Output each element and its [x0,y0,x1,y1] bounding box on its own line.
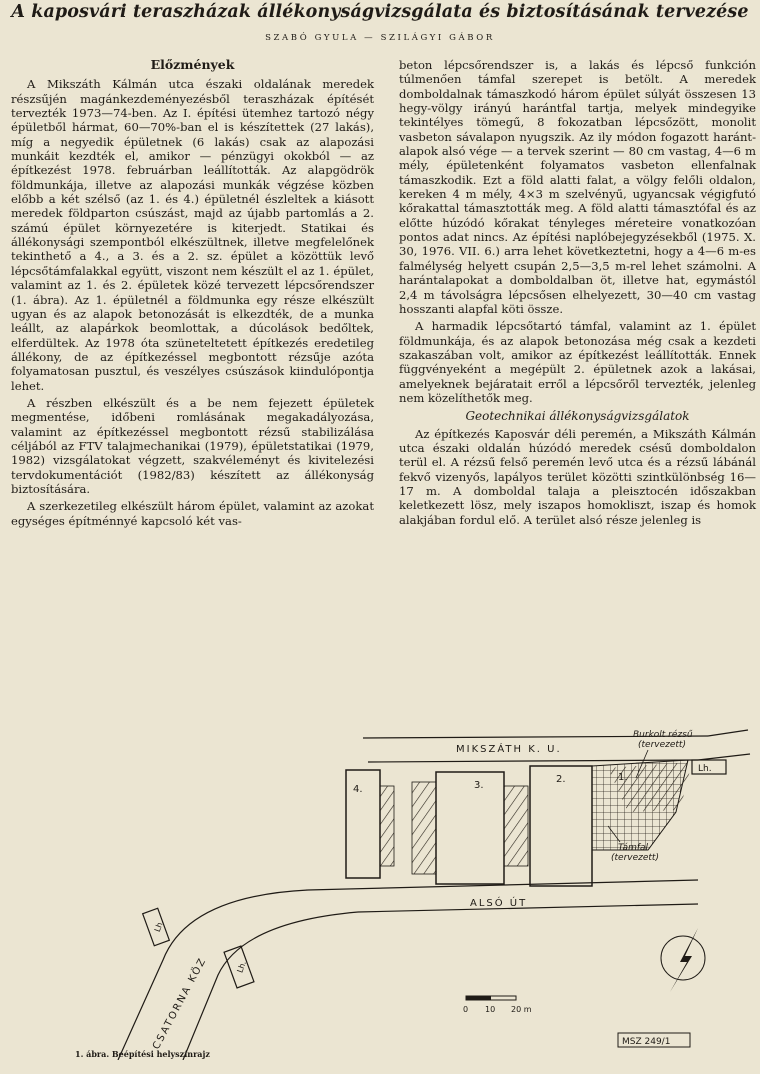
building-2 [530,766,592,886]
svg-text:(tervezett): (tervezett) [611,853,659,863]
building-number: 1. [618,772,628,783]
scale-bar [463,996,532,1014]
right-column [399,58,756,530]
svg-text:Lh.: Lh. [152,918,166,934]
building-number: 3. [474,780,484,791]
svg-text:(tervezett): (tervezett) [638,740,686,750]
street-csatorna-koz [118,890,358,1060]
article-title: A kaposvári teraszházak állékonyságvizsgálata és biztosításának tervezése [11,2,749,22]
paragraph: Az építkezés Kaposvár déli peremén, a Mikszáth Kálmán utca északi oldalán húzódó meredek csésű domboldalon terül el. A rézsű felső peremén levő utca és a rézsű lábánál fekvő vizenyős, lapályos terület közötti szintkülönbség 16—17 m. A domboldal talaja a pleisztocén időszakban keletkezett lösz, mely iszapos homokliszt, iszap és homok alakjában fordul elő. A terület alsó része jelenleg is [399,426,756,527]
svg-text:Lh.: Lh. [698,764,712,774]
svg-text:0: 0 [463,1005,469,1014]
paragraph: A harmadik lépcsőtartó támfal, valamint az 1. épület földmunkája, és az alapok betonozása még csak a kezdeti szakaszában volt, amikor az építkezést leállították. Ennek függvényeként a megépült 2. épületnek azok a lakásai, amelyeknek bejáratait erről a lépcsőről tervezték, jelenleg nem közelíthetők meg. [399,319,756,405]
svg-text:MSZ 249/1: MSZ 249/1 [622,1037,671,1047]
paragraph: A szerkezetileg elkészült három épület, valamint az azokat egységes építménnyé kapcsoló két vas- [11,499,374,528]
svg-text:Támfal: Támfal [618,843,649,853]
street-label-diag: CSATORNA KÖZ [150,955,209,1052]
street-also-ut [308,880,698,912]
building-3 [412,772,528,884]
svg-text:20 m: 20 m [511,1005,532,1014]
figure-caption: 1. ábra. Beépítési helyszínrajz [75,1049,210,1059]
authors: SZABÓ GYULA — SZILÁGYI GÁBOR [265,33,495,43]
paragraph: A Mikszáth Kálmán utca északi oldalának meredek részsűjén magánkezdeményezésből teraszházak építését tervezték 1973—74-ben. Az I. építési ütemhez tartozó négy épületből hármat, 60—70%-ban el is készítettek (27 lakás), míg a negyedik épületnek (6 lakás) csak az alapozási munkáit kezdték el, amikor — pénzügyi okokból — az építkezést 1978. februárban leállították. Az alapgödrök földmunkája, illetve az alapozási munkák végzése közben előbb a két szélső (az 1. és 4.) épületnél észleltek a kiásott meredek földparton csúszást, majd az újabb partomlás a 2. számú épület környezetére is kiterjedt. Statikai és állékonysági szempontból elkészültnek, illetve megfelelőnek tekinthető a 4., a 3. és a 2. sz. épület a közöttük levő lépcsőtámfalakkal együtt, viszont nem készült el az 1. épület, valamint az 1. és 2. épületek közé tervezett lépcsőrendszer (1. ábra). Az 1. épületnél a földmunka egy része elkészült ugyan és az alapok betonozását is elkezdték, de a munka leállt, az alapárkok beomlottak, a dúcolások bedőltek, elferdültek. Az 1978 óta szüneteltetett építkezés eredetileg állékony, de az építkezéssel megbontott rézsűje azóta folyamatosan pusztul, és veszélyes csúszások kiindulópontja lehet. [11,77,374,393]
building-number: 2. [556,774,566,785]
svg-text:10: 10 [485,1005,496,1014]
lh-box-left [143,908,170,945]
building-1-planned [592,760,692,850]
section-heading-geotechnika: Geotechnikai állékonyságvizsgálatok [465,409,690,424]
site-plan-figure [8,700,756,1060]
paragraph: beton lépcsőrendszer is, a lakás és lépcső funkción túlmenően támfal szerepet is betölt. A meredek domboldalnak támaszkodó három épület súlyát összesen 13 hegy-völgy irányú harántfal tartja, melyek mindegyike tekintélyes tömegű, 8 fokozatban lépcsőzött, monolit vasbeton sávalapon nyugszik. Az ily módon fogazott haránt-alapok alsó vége — a tervek szerint — 80 cm vastag, 4—6 m mély, épületenként folyamatos vasbeton ellenfalnak támaszkodik. Ezt a föld alatti falat, a völgy felőli oldalon, kereken 4 m mély, 4×3 m szelvényű, ugyancsak végigfutó kőrakattal támasztották meg. A föld alatti támasztófal és az előtte húzódó kőrakat tényleges méreteire vonatkozóan pontos adat nincs. Az építési naplóbejegyzésekből (1975. X. 30, 1976. VII. 6.) arra lehet következtetni, hogy a 4—6 m-es falmélység helyett csupán 2,5—3,5 m-rel lehet számolni. A harántalapokat a domboldalban öt, illetve hat, egymástól 2,4 m távolságra lépcsősen elhelyezett, 30—40 cm vastag hosszanti alapfal köti össze. [399,58,756,316]
street-label-top: MIKSZÁTH K. U. [456,744,562,755]
section-heading-elozmenyek: Előzmények [150,57,235,72]
paragraph: A részben elkészült és a be nem fejezett épületek megmentése, időbeni romlásának megakadályozása, valamint az építkezéssel megbontott rézsű stabilizálása céljából az FTV talajmechanikai (1979), épületstatikai (1979, 1982) vizsgálatokat végzett, szakvéleményt és kivitelezési tervdokumentációt (1982/83) készített az állékonyság biztosítására. [11,395,374,496]
figure-code [618,1033,690,1047]
svg-text:Lh.: Lh. [235,959,248,975]
lh-box-top [692,760,726,774]
building-number: 4. [353,784,363,795]
street-label-bottom: ALSÓ ÚT [470,898,528,909]
building-4 [346,770,394,878]
lh-box-right [224,946,254,988]
north-arrow-icon [661,928,705,992]
svg-text:Burkolt rézsű: Burkolt rézsű [633,730,693,740]
left-column [11,58,374,531]
